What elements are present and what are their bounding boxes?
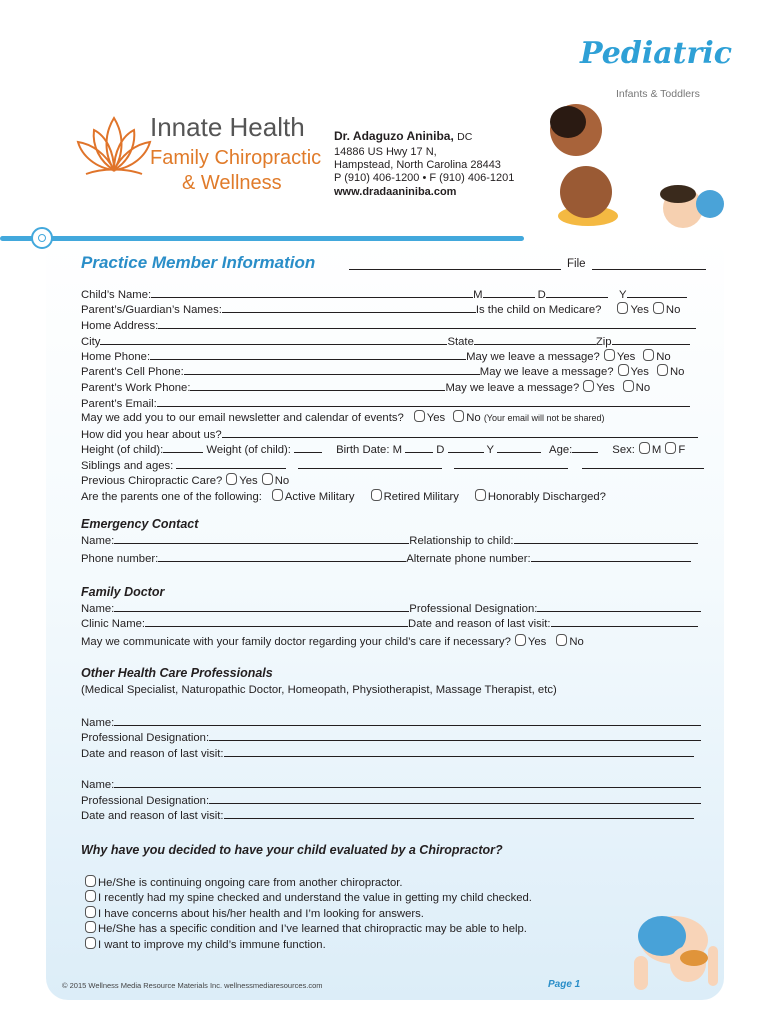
baby-bottom-illustration-icon bbox=[616, 906, 722, 994]
other1-last-visit-field[interactable] bbox=[224, 745, 694, 757]
cell-phone-field[interactable] bbox=[184, 363, 480, 375]
row-other2-last-visit: Date and reason of last visit: bbox=[81, 807, 694, 823]
why-option-2-checkbox[interactable] bbox=[85, 890, 96, 902]
birth-month-field[interactable] bbox=[405, 441, 433, 453]
row-other2-name: Name: bbox=[81, 776, 701, 792]
row-height-weight: Height (of child): Weight (of child): Birth Date: M D Y Age: Sex: M F bbox=[81, 441, 685, 457]
home-phone-field[interactable] bbox=[150, 348, 466, 360]
emergency-name-field[interactable] bbox=[114, 532, 409, 544]
doctor-designation-field[interactable] bbox=[537, 600, 701, 612]
communicate-yes-checkbox[interactable] bbox=[515, 634, 526, 646]
why-option-1-checkbox[interactable] bbox=[85, 875, 96, 887]
other1-designation-field[interactable] bbox=[209, 729, 701, 741]
why-option-5: I want to improve my child’s immune function. bbox=[81, 937, 326, 952]
prev-care-yes-checkbox[interactable] bbox=[226, 473, 237, 485]
work-msg-no-checkbox[interactable] bbox=[623, 380, 634, 392]
logo-line-family-chiropractic: Family Chiropractic bbox=[150, 147, 322, 169]
height-field[interactable] bbox=[163, 441, 203, 453]
home-address-field[interactable] bbox=[158, 317, 696, 329]
row-hear: How did you hear about us? bbox=[81, 426, 698, 442]
child-name-field[interactable] bbox=[151, 286, 473, 298]
row-siblings: Siblings and ages: bbox=[81, 457, 704, 473]
row-other1-name: Name: bbox=[81, 714, 701, 730]
state-field[interactable] bbox=[474, 333, 596, 345]
child-dob-day-field[interactable] bbox=[546, 286, 608, 298]
copyright-footer: © 2015 Wellness Media Resource Materials Inc. wellnessmediaresources.com bbox=[62, 981, 323, 990]
home-msg-yes-checkbox[interactable] bbox=[604, 349, 615, 361]
city-field[interactable] bbox=[100, 333, 447, 345]
siblings-field-3[interactable] bbox=[454, 457, 568, 469]
why-option-4-checkbox[interactable] bbox=[85, 921, 96, 933]
row-home-address: Home Address: bbox=[81, 317, 696, 333]
family-doctor-heading: Family Doctor bbox=[81, 585, 165, 599]
row-city: City State Zip bbox=[81, 333, 690, 349]
row-emergency-name: Name: Relationship to child: bbox=[81, 532, 698, 548]
zip-field[interactable] bbox=[612, 333, 690, 345]
row-clinic: Clinic Name: Date and reason of last visit: bbox=[81, 615, 698, 631]
medicare-yes-checkbox[interactable] bbox=[617, 302, 628, 314]
emergency-alt-phone-field[interactable] bbox=[531, 550, 691, 562]
logo-line-innate-health: Innate Health bbox=[150, 112, 305, 142]
doctor-name-field[interactable] bbox=[114, 600, 409, 612]
why-option-2: I recently had my spine checked and understand the value in getting my child checked. bbox=[81, 890, 532, 905]
cell-msg-yes-checkbox[interactable] bbox=[618, 364, 629, 376]
form-title: Practice Member Information bbox=[81, 253, 316, 272]
birth-year-field[interactable] bbox=[497, 441, 541, 453]
divider-ring-ornament bbox=[31, 227, 53, 249]
medicare-no-checkbox[interactable] bbox=[653, 302, 664, 314]
row-parents: Parent’s/Guardian’s Names: Is the child on Medicare? Yes No bbox=[81, 301, 680, 317]
pediatric-brand: Pediatric bbox=[580, 36, 732, 71]
other1-name-field[interactable] bbox=[114, 714, 701, 726]
header-divider bbox=[0, 236, 524, 241]
clinic-name-field[interactable] bbox=[145, 615, 408, 627]
row-child-name: Child’s Name: M D Y bbox=[81, 286, 687, 302]
age-field[interactable] bbox=[572, 441, 598, 453]
why-option-3-checkbox[interactable] bbox=[85, 906, 96, 918]
row-email: Parent’s Email: bbox=[81, 395, 690, 411]
newsletter-yes-checkbox[interactable] bbox=[414, 410, 425, 422]
row-other1-last-visit: Date and reason of last visit: bbox=[81, 745, 694, 761]
doctor-phone-fax: P (910) 406-1200 • F (910) 406-1201 bbox=[334, 172, 515, 184]
page-number: Page 1 bbox=[548, 979, 581, 990]
siblings-field-1[interactable] bbox=[176, 457, 286, 469]
other2-last-visit-field[interactable] bbox=[224, 807, 694, 819]
weight-field[interactable] bbox=[294, 441, 322, 453]
file-label: File bbox=[567, 258, 586, 270]
email-field[interactable] bbox=[157, 395, 690, 407]
infants-toddlers-tagline: Infants & Toddlers bbox=[616, 88, 700, 100]
doctor-address-1: 14886 US Hwy 17 N, bbox=[334, 146, 437, 158]
newsletter-no-checkbox[interactable] bbox=[453, 410, 464, 422]
honorably-discharged-checkbox[interactable] bbox=[475, 489, 486, 501]
retired-military-checkbox[interactable] bbox=[371, 489, 382, 501]
row-parents-status: Are the parents one of the following: Active Military Retired Military Honorably Discharged? bbox=[81, 491, 606, 503]
other-professionals-heading: Other Health Care Professionals bbox=[81, 666, 273, 680]
sex-male-checkbox[interactable] bbox=[639, 442, 650, 454]
row-doctor-name: Name: Professional Designation: bbox=[81, 600, 701, 616]
row-home-phone: Home Phone: May we leave a message? Yes No bbox=[81, 348, 671, 364]
why-heading: Why have you decided to have your child evaluated by a Chiropractor? bbox=[81, 843, 503, 857]
why-option-3: I have concerns about his/her health and I’m looking for answers. bbox=[81, 906, 424, 921]
logo-line-wellness: & Wellness bbox=[182, 172, 282, 194]
prev-care-no-checkbox[interactable] bbox=[262, 473, 273, 485]
child-dob-month-field[interactable] bbox=[483, 286, 535, 298]
row-work-phone: Parent’s Work Phone: May we leave a message? Yes No bbox=[81, 379, 650, 395]
row-communicate: May we communicate with your family doctor regarding your child’s care if necessary? Yes No bbox=[81, 636, 584, 648]
work-phone-field[interactable] bbox=[190, 379, 445, 391]
row-other2-designation: Professional Designation: bbox=[81, 792, 701, 808]
hear-field[interactable] bbox=[222, 426, 698, 438]
doctor-website: www.dradaaniniba.com bbox=[334, 186, 457, 198]
baby-illustration-icon bbox=[528, 96, 728, 230]
emergency-relationship-field[interactable] bbox=[514, 532, 698, 544]
emergency-heading: Emergency Contact bbox=[81, 517, 199, 531]
other2-designation-field[interactable] bbox=[209, 792, 701, 804]
why-option-4: He/She has a specific condition and I’ve learned that chiropractic may be able to help. bbox=[81, 921, 527, 936]
row-prev-care: Previous Chiropractic Care? Yes No bbox=[81, 475, 290, 487]
row-newsletter: May we add you to our email newsletter and calendar of events? Yes No (Your email will not be shared) bbox=[81, 412, 605, 424]
sex-female-checkbox[interactable] bbox=[665, 442, 676, 454]
lotus-logo-icon bbox=[74, 110, 154, 184]
doctor-name: Dr. Adaguzo Aniniba, DC bbox=[334, 129, 473, 143]
emergency-phone-field[interactable] bbox=[158, 550, 406, 562]
cell-msg-no-checkbox[interactable] bbox=[657, 364, 668, 376]
home-msg-no-checkbox[interactable] bbox=[643, 349, 654, 361]
row-cell-phone: Parent’s Cell Phone: May we leave a message? Yes No bbox=[81, 363, 684, 379]
doctor-last-visit-field[interactable] bbox=[551, 615, 698, 627]
birth-day-field[interactable] bbox=[448, 441, 484, 453]
siblings-field-4[interactable] bbox=[582, 457, 704, 469]
child-dob-year-field[interactable] bbox=[627, 286, 687, 298]
other-professionals-note: (Medical Specialist, Naturopathic Doctor, Homeopath, Physiotherapist, Massage Therapist, etc) bbox=[81, 684, 557, 696]
file-field[interactable] bbox=[592, 269, 706, 270]
parents-names-field[interactable] bbox=[222, 301, 476, 313]
why-option-5-checkbox[interactable] bbox=[85, 937, 96, 949]
other2-name-field[interactable] bbox=[114, 776, 701, 788]
title-underline bbox=[349, 269, 561, 270]
row-emergency-phone: Phone number: Alternate phone number: bbox=[81, 550, 691, 566]
siblings-field-2[interactable] bbox=[298, 457, 442, 469]
why-option-1: He/She is continuing ongoing care from another chiropractor. bbox=[81, 875, 403, 890]
active-military-checkbox[interactable] bbox=[272, 489, 283, 501]
doctor-address-2: Hampstead, North Carolina 28443 bbox=[334, 159, 501, 171]
work-msg-yes-checkbox[interactable] bbox=[583, 380, 594, 392]
communicate-no-checkbox[interactable] bbox=[556, 634, 567, 646]
row-other1-designation: Professional Designation: bbox=[81, 729, 701, 745]
